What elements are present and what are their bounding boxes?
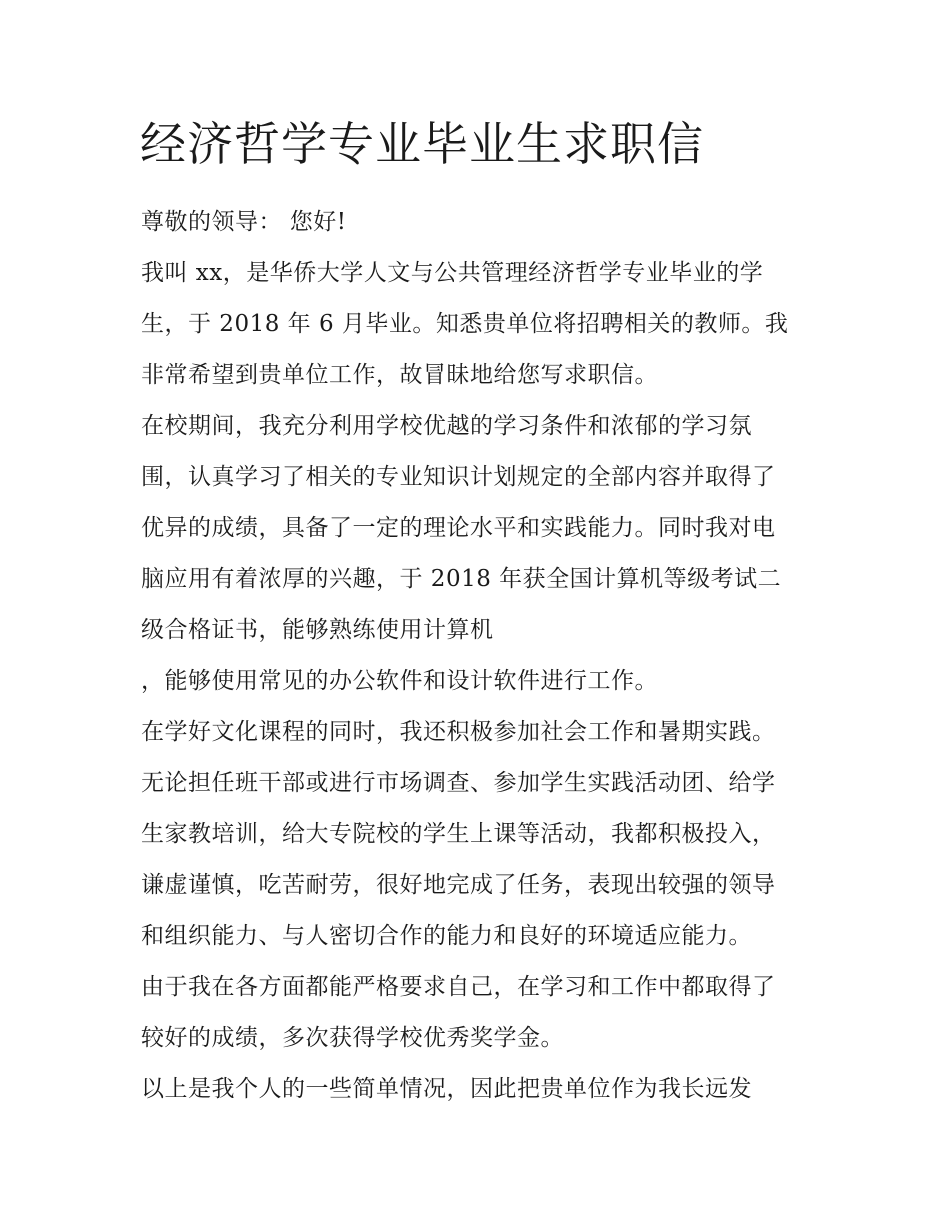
body-line: 在校期间，我充分利用学校优越的学习条件和浓郁的学习氛 bbox=[141, 413, 752, 439]
body-line: 生家教培训，给大专院校的学生上课等活动，我都积极投入， bbox=[141, 821, 776, 847]
body-line: 无论担任班干部或进行市场调查、参加学生实践活动团、给学 bbox=[141, 770, 776, 796]
body-line: 在学好文化课程的同时，我还积极参加社会工作和暑期实践。 bbox=[141, 719, 776, 745]
body-line: 以上是我个人的一些简单情况，因此把贵单位作为我长远发 bbox=[141, 1076, 752, 1102]
body-line: 非常希望到贵单位工作，故冒昧地给您写求职信。 bbox=[141, 362, 658, 388]
salutation: 尊敬的领导： 您好! bbox=[141, 209, 347, 235]
body-line: 和组织能力、与人密切合作的能力和良好的环境适应能力。 bbox=[141, 923, 752, 949]
body-line: 由于我在各方面都能严格要求自己，在学习和工作中都取得了 bbox=[141, 974, 776, 1000]
body-line: ，能够使用常见的办公软件和设计软件进行工作。 bbox=[141, 668, 658, 694]
body-line: 优异的成绩，具备了一定的理论水平和实践能力。同时我对电 bbox=[141, 515, 776, 541]
body-line: 脑应用有着浓厚的兴趣，于 2018 年获全国计算机等级考试二 bbox=[141, 566, 782, 592]
body-line: 我叫 xx，是华侨大学人文与公共管理经济哲学专业毕业的学 bbox=[141, 260, 764, 286]
body-line: 生，于 2018 年 6 月毕业。知悉贵单位将招聘相关的教师。我 bbox=[141, 311, 789, 337]
body-line: 围，认真学习了相关的专业知识计划规定的全部内容并取得了 bbox=[141, 464, 776, 490]
body-line: 级合格证书，能够熟练使用计算机 bbox=[141, 617, 494, 643]
body-line: 较好的成绩，多次获得学校优秀奖学金。 bbox=[141, 1025, 564, 1051]
document-title: 经济哲学专业毕业生求职信 bbox=[140, 117, 704, 171]
body-line: 谦虚谨慎，吃苦耐劳，很好地完成了任务，表现出较强的领导 bbox=[141, 872, 776, 898]
